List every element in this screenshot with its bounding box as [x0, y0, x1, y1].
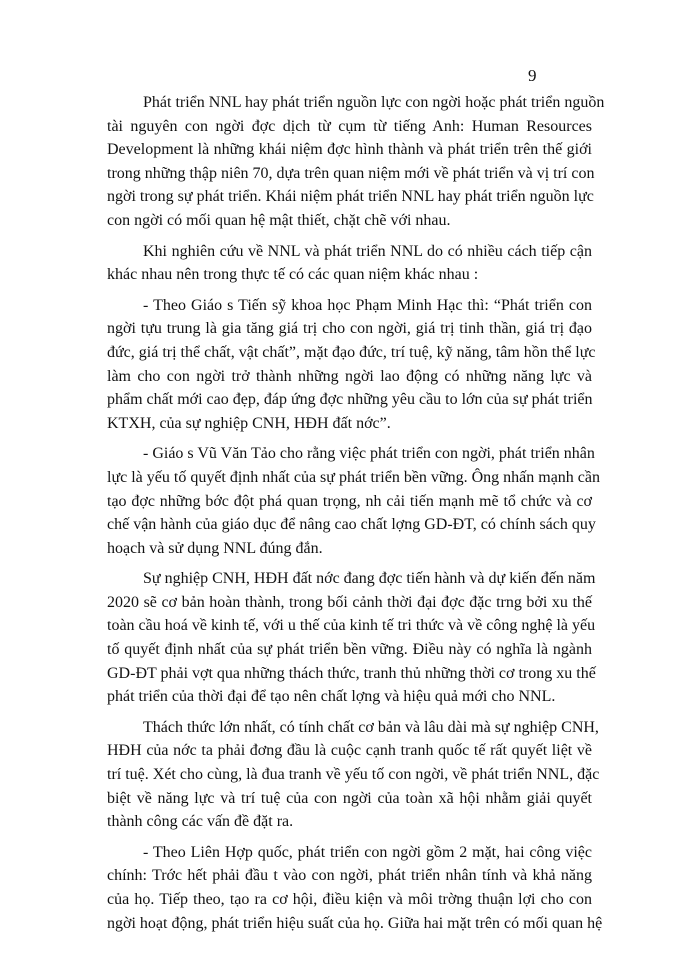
text-line: Sự nghiệp CNH, HĐH đất nớc đang đợc tiến hành và dự kiến đến năm [143, 570, 596, 588]
text-line: tạo đợc những bớc đột phá quan trọng, nh cải tiến mạnh mẽ tổ chức và cơ [107, 492, 592, 510]
text-line: Thách thức lớn nhất, có tính chất cơ bản và lâu dài mà sự nghiệp CNH, [143, 718, 599, 736]
text-line: trong những thập niên 70, dựa trên quan niệm mới về phát triển và vị trí con [107, 164, 595, 182]
text-line: - Giáo s Vũ Văn Tảo cho rằng việc phát triển con ngời, phát triển nhân [143, 445, 595, 463]
text-line: của họ. Tiếp theo, tạo ra cơ hội, điều kiện và môi trờng thuận lợi cho con [107, 891, 592, 908]
text-line: 2020 sẽ cơ bản hoàn thành, trong bối cảnh thời đại đợc đặc trng bởi xu thế [107, 593, 592, 611]
text-line: lực là yếu tố quyết định nhất của sự phát triển bền vững. Ông nhấn mạnh cần [107, 468, 600, 486]
paragraph-challenges [107, 716, 600, 834]
paragraph-nnl-definition [107, 91, 605, 233]
text-line: khác nhau nên trong thực tế có các quan niệm khác nhau : [107, 266, 479, 284]
text-line: tài nguyên con ngời đợc dịch từ cụm từ tiếng Anh: Human Resources [107, 117, 592, 135]
paragraph-vu-van-tao [107, 442, 600, 560]
text-line: HĐH của nớc ta phải đơng đầu là cuộc cạnh tranh quốc tế rất quyết liệt về [107, 742, 592, 760]
text-line: GD-ĐT phải vợt qua những thách thức, tranh thủ những thời cơ trong xu thế [107, 664, 596, 682]
text-line: hoạch và sử dụng NNL đúng đắn. [107, 539, 323, 557]
text-line: phát triển của thời đại để tạo nên chất lợng và hiệu quả mới cho NNL. [107, 688, 556, 706]
text-line: - Theo Liên Hợp quốc, phát triển con ngời gồm 2 mặt, hai công việc [143, 843, 592, 861]
paragraph-cnh-hdh [107, 567, 596, 709]
text-line: KTXH, của sự nghiệp CNH, HĐH đất nớc”. [107, 414, 391, 432]
text-line: ngời trong sự phát triển. Khái niệm phát triển NNL hay phát triển nguồn lực [107, 188, 594, 206]
text-line: đức, giá trị thể chất, vật chất”, mặt đạo đức, trí tuệ, kỹ năng, tâm hồn thể lực [107, 343, 596, 361]
page-number: 9 [528, 66, 537, 85]
paragraph-approaches [107, 240, 592, 287]
text-line: toàn cầu hoá về kinh tế, với u thế của kinh tế tri thức và về công nghệ là yếu [107, 617, 596, 635]
paragraph-pham-minh-hac [107, 294, 596, 436]
text-line: phẩm chất mới cao đẹp, đáp ứng đợc những yêu cầu to lớn của sự phát triển [107, 391, 593, 409]
text-line: ngời hoạt động, phát triển hiệu suất của họ. Giữa hai mặt trên có mối quan hệ [107, 914, 603, 932]
text-line: ngời tựu trung là gia tăng giá trị cho con ngời, giá trị tinh thần, giá trị đạo [107, 320, 592, 338]
text-line: biệt về năng lực và trí tuệ của con ngời của toàn xã hội nhằm giải quyết [107, 789, 592, 807]
text-line: Development là những khái niệm đợc hình thành và phát triển trên thế giới [107, 141, 592, 159]
body-text [107, 91, 605, 942]
text-line: thành công các vấn đề đặt ra. [107, 813, 294, 831]
text-line: tố quyết định nhất của sự phát triển bền vững. Điều này có nghĩa là ngành [107, 641, 592, 659]
text-line: chế vận hành của giáo dục để nâng cao chất lợng GD-ĐT, có chính sách quy [107, 516, 596, 534]
text-line: trí tuệ. Xét cho cùng, là đua tranh về yếu tố con ngời, về phát triển NNL, đặc [107, 766, 600, 784]
text-line: Phát triển NNL hay phát triển nguồn lực con ngời hoặc phát triển nguồn [143, 94, 605, 111]
text-line: chính: Trớc hết phải đầu t vào con ngời, phát triển nhân tính và khả năng [107, 867, 592, 885]
text-line: - Theo Giáo s Tiến sỹ khoa học Phạm Minh Hạc thì: “Phát triển con [143, 296, 592, 314]
text-line: làm cho con ngời trở thành những ngời lao động có những năng lực và [107, 367, 592, 385]
text-line: Khi nghiên cứu về NNL và phát triển NNL do có nhiều cách tiếp cận [143, 242, 592, 260]
text-line: con ngời có mối quan hệ mật thiết, chặt chẽ với nhau. [107, 211, 451, 229]
paragraph-united-nations [107, 841, 603, 935]
